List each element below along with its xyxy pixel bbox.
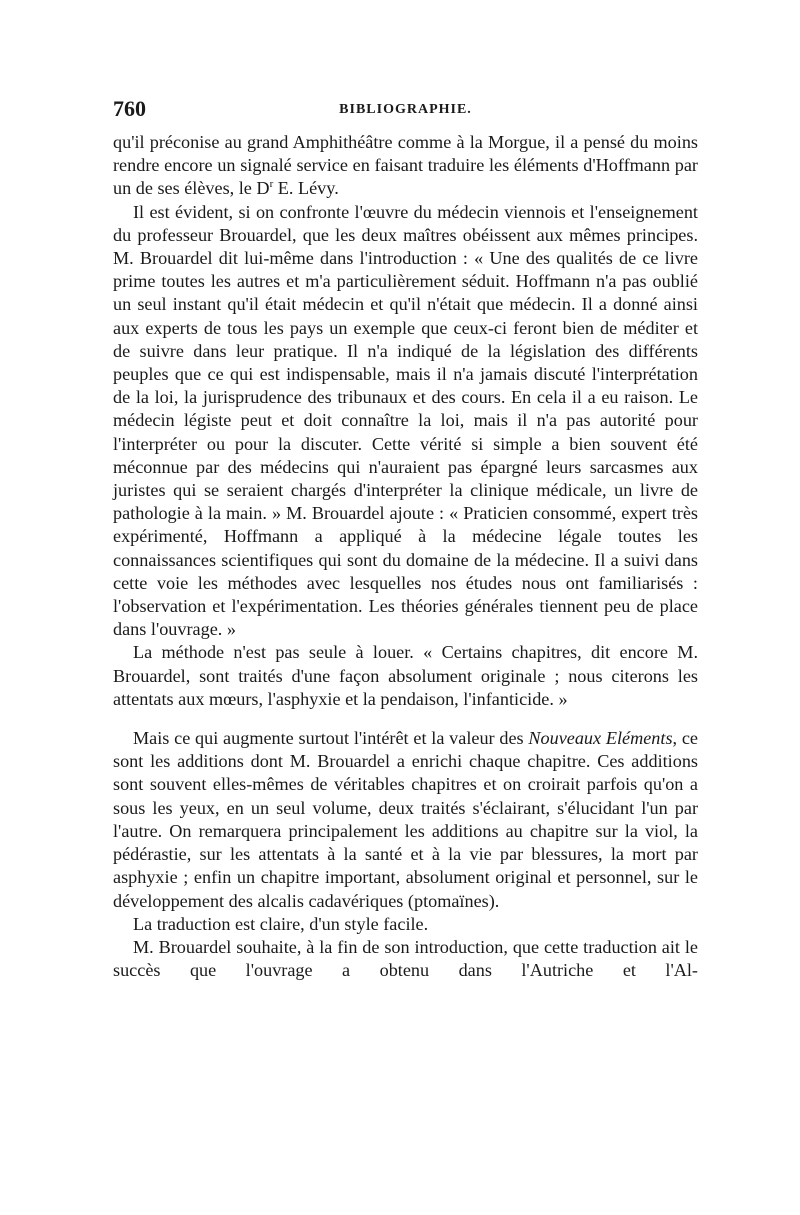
- paragraph-3: La méthode n'est pas seule à louer. « Certains chapitres, dit encore M. Brouardel, sont traités d'une façon absolument originale ; nous citerons les attentats aux mœurs, l'asphyxie et la pendaison, l'infanticide. »: [113, 642, 698, 709]
- paragraph-6: M. Brouardel souhaite, à la fin de son introduction, que cette traduction ait le succès que l'ouvrage a obtenu dans l'Autriche et l'Al-: [113, 936, 698, 981]
- paragraph-1-text-b: E. Lévy.: [273, 178, 339, 199]
- page-number: 760: [113, 96, 146, 121]
- page-header: [113, 96, 698, 122]
- book-title: Nouveaux Eléments: [528, 728, 673, 749]
- body-text: [113, 131, 698, 982]
- running-head: BIBLIOGRAPHIE.: [339, 102, 472, 117]
- paragraph-1: [113, 131, 698, 201]
- doctor-abbrev-superscript: r: [269, 178, 274, 191]
- paragraph-2: Il est évident, si on confronte l'œuvre du médecin viennois et l'enseignement du professeur Brouardel, que les deux maîtres obéissent aux mêmes principes. M. Brouardel dit lui-même dans l'introduction : « Une des qualités de ce livre prime toutes les autres et m'a particulièrement séduit. Hoffmann n'a pas oublié un seul instant qu'il était médecin et qu'il n'était que médecin. Il a donné ainsi aux experts de tous les pays un exemple que ceux-ci feront bien de méditer et de suivre dans leur pratique. Il n'a indiqué de la législation des différents peuples que ce qui est indispensable, mais il n'a jamais discuté l'interprétation de la loi, la jurisprudence des tribunaux et des cours. En cela il a eu raison. Le médecin légiste peut et doit connaître la loi, mais il n'a pas autorité pour l'interpréter ou pour la discuter. Cette vérité si simple a bien souvent été méconnue par des médecins qui n'auraient pas épargné leurs sarcasmes aux juristes qui se seraient chargés d'interpréter la clinique médicale, un livre de pathologie à la main. » M. Brouardel ajoute : « Praticien consommé, expert très expérimenté, Hoffmann a appliqué à la médecine légale toutes les connaissances scientifiques qui sont du domaine de la médecine. Il a suivi dans cette voie les méthodes avec lesquelles nos études nous ont familiarisés : l'observation et l'expérimentation. Les théories générales tiennent peu de place dans l'ouvrage. »: [113, 201, 698, 640]
- paragraph-5: La traduction est claire, d'un style facile.: [133, 913, 429, 934]
- paragraph-1-text-a: qu'il préconise au grand Amphithéâtre comme à la Morgue, il a pensé du moins rendre encore un signalé service en faisant traduire les éléments d'Hoffmann par un de ses élèves, le D: [113, 132, 698, 199]
- paragraph-4-text-a: Mais ce qui augmente surtout l'intérêt et la valeur des: [133, 728, 529, 749]
- paragraph-4-text-b: , ce sont les additions dont M. Brouardel a enrichi chaque chapitre. Ces additions sont souvent elles-mêmes de véritables chapitres et on croirait parfois qu'on a sous les yeux, en un seul volume, deux traités s'éclairant, s'élucidant l'un par l'autre. On remarquera principalement les additions au chapitre sur la viol, la pédérastie, sur les attentats à la santé et à la vie par blessures, la mort par asphyxie ; enfin un chapitre important, absolument original et personnel, sur le développement des alcalis cadavériques (ptomaïnes).: [113, 728, 699, 911]
- paragraph-4: [113, 727, 698, 913]
